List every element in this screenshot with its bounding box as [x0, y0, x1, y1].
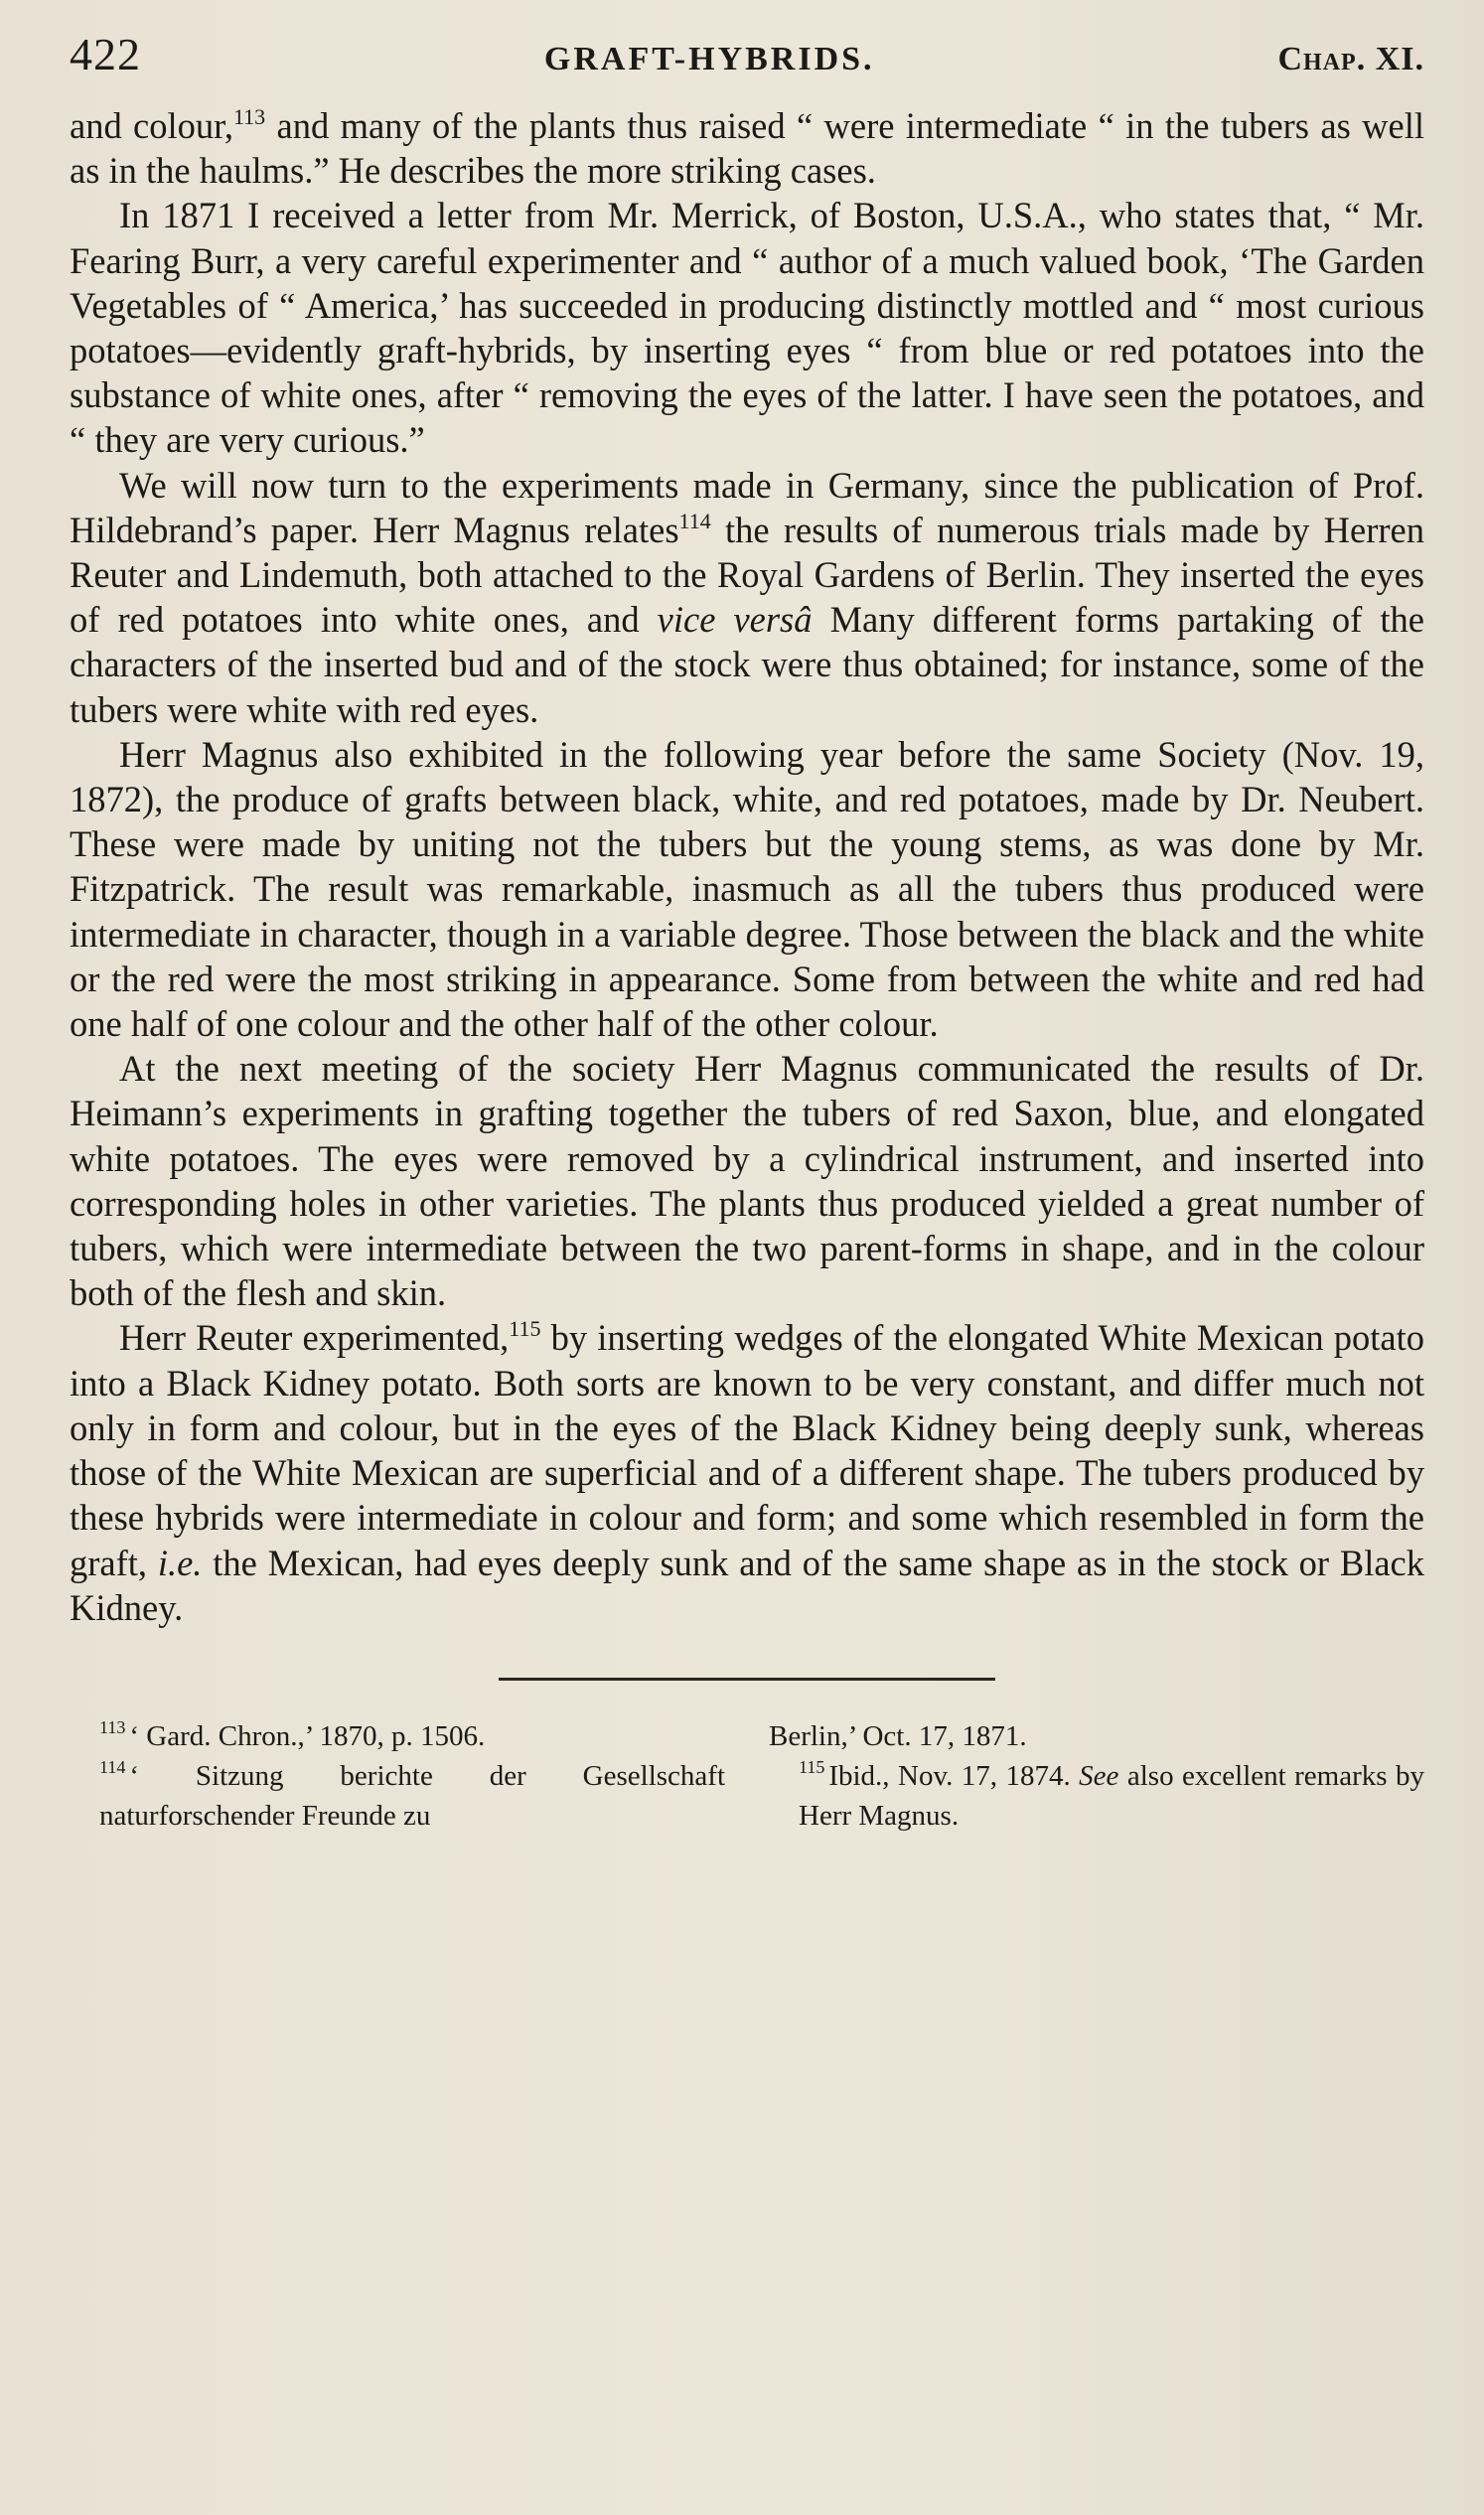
footnote-mark: 114 [99, 1756, 126, 1777]
footnote [70, 1716, 725, 1756]
footnote-reference: 115 [509, 1316, 541, 1342]
text-run: We will now turn to the experiments made in Germany, since the publication of Prof. Hildebrand’s paper. Herr Magnus relates [70, 464, 1424, 550]
paragraph [70, 1315, 1424, 1629]
text-run: and colour, [70, 105, 233, 146]
text-run: by inserting wedges of the elongated White Mexican potato into a Black Kidney potato. Both sorts are known to be very constant, and differ much not only in form and colour, but in the eyes of the Black Kidney being deeply sunk, whereas those of the White Mexican are superficial and of a different shape. The tubers produced by these hybrids were intermediate in colour and form; and some which resembled in form the graft, [70, 1317, 1425, 1583]
page-number: 422 [70, 29, 141, 79]
footnote-mark: 113 [99, 1716, 126, 1737]
footnotes [70, 1716, 1424, 1836]
footnotes-left-column [70, 1716, 725, 1836]
text-run: In 1871 I received a letter from Mr. Merrick, of Boston, U.S.A., who states that, “ Mr. Fearing Burr, a very careful experimenter and “ author of a much valued book, ‘The Garden Vegetables of “ America,’ has succeeded in producing distinctly mottled and “ most curious potatoes—evidently graft-hybrids, by inserting eyes “ from blue or red potatoes into the substance of white ones, after “ removing the eyes of the latter. I have seen the potatoes, and “ they are very curious.” [70, 195, 1424, 461]
paragraph [70, 193, 1424, 462]
footnote-italic: See [1079, 1759, 1119, 1792]
text-run: and many of the plants thus raised “ were intermediate “ in the tubers as well as in the haulms.” He describes the more striking cases. [70, 105, 1424, 192]
footnote-text: ‘ Sitzung berichte der Gesellschaft naturforschender Freunde zu [99, 1759, 725, 1832]
text-run: Many different forms partaking of the characters of the inserted bud and of the stock were thus obtained; for instance, some of the tubers were white with red eyes. [70, 599, 1424, 730]
paragraph [70, 732, 1424, 1046]
italic-text: vice versâ [657, 599, 813, 641]
paragraph [70, 103, 1424, 193]
footnote-text: ‘ Gard. Chron.,’ 1870, p. 1506. [129, 1719, 486, 1752]
text-run: the results of numerous trials made by Herren Reuter and Lindemuth, both attached to the Royal Gardens of Berlin. They inserted the eyes of red potatoes into white ones, and [70, 509, 1424, 641]
italic-text: i.e. [157, 1542, 203, 1583]
body-text [70, 103, 1424, 1630]
text-run: Herr Reuter experimented, [119, 1317, 510, 1359]
footnote-reference: 113 [232, 104, 266, 129]
running-header [70, 28, 1424, 87]
footnote-rule [499, 1678, 995, 1681]
footnote [769, 1756, 1424, 1836]
text-run: the Mexican, had eyes deeply sunk and of the same shape as in the stock or Black Kidney. [70, 1542, 1424, 1628]
footnote-reference: 114 [678, 508, 711, 533]
paragraph [70, 463, 1424, 732]
paragraph [70, 1046, 1424, 1315]
footnote-mark: 115 [799, 1756, 825, 1777]
running-title: GRAFT-HYBRIDS. [543, 41, 875, 77]
footnote-text: Ibid., Nov. 17, 1874. [828, 1759, 1071, 1792]
footnotes-right-column [769, 1716, 1424, 1836]
footnote-text-continued: also excellent remarks by Herr Magnus. [799, 1759, 1424, 1832]
footnote [769, 1716, 1424, 1756]
footnote [70, 1756, 725, 1836]
chapter-label: Chap. XI. [1277, 41, 1424, 77]
footnote-text: Berlin,’ Oct. 17, 1871. [769, 1719, 1027, 1752]
text-run: Herr Magnus also exhibited in the following year before the same Society (Nov. 19, 1872), the produce of grafts between black, white, and red potatoes, made by Dr. Neubert. These were made by uniting not the tubers but the young stems, as was done by Mr. Fitzpatrick. The result was remarkable, inasmuch as all the tubers thus produced were intermediate in character, though in a variable degree. Those between the black and the white or the red were the most striking in appearance. Some from between the white and red had one half of one colour and the other half of the other colour. [70, 733, 1424, 1045]
text-run: At the next meeting of the society Herr Magnus communicated the results of Dr. Heimann’s experiments in grafting together the tubers of red Saxon, blue, and elongated white potatoes. The eyes were removed by a cylindrical instrument, and inserted into corresponding holes in other varieties. The plants thus produced yielded a great number of tubers, which were intermediate between the two parent-forms in shape, and in the colour both of the flesh and skin. [70, 1048, 1424, 1314]
